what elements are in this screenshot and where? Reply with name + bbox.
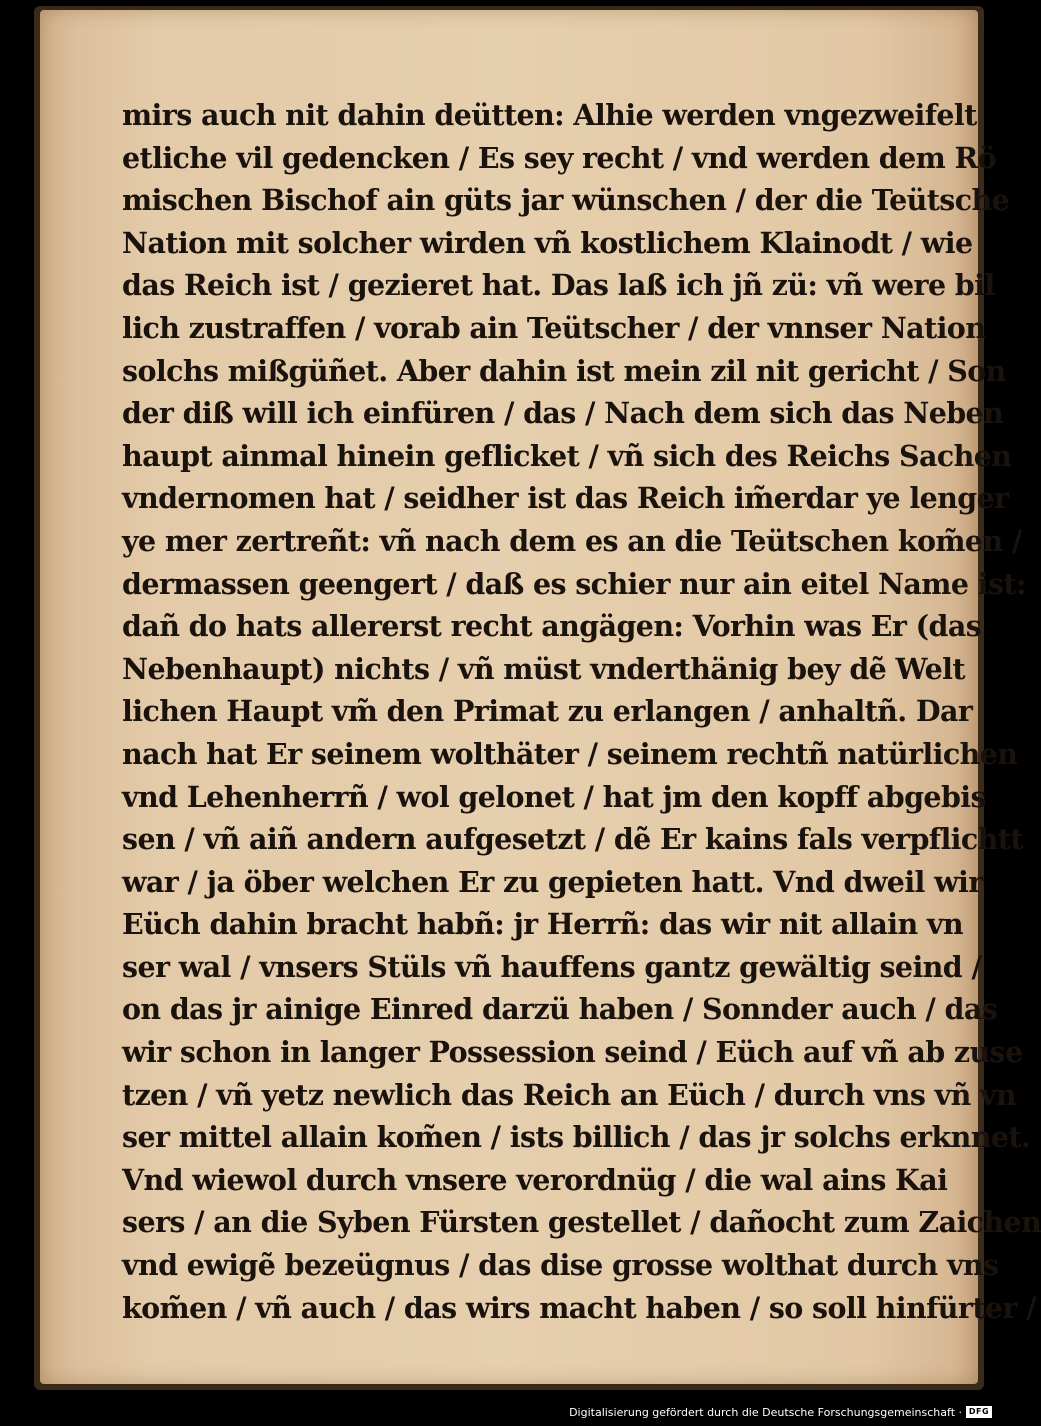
text-line: tzen / vñ yetz newlich das Reich an Eüch / durch vns vñ vn (122, 1077, 1017, 1112)
text-line: kom̃en / vñ auch / das wirs macht haben / so soll hinfürter / (122, 1290, 1036, 1325)
text-line: sen / vñ aiñ andern aufgesetzt / dẽ Er kains fals verpflichtt (122, 822, 1023, 857)
book-page (40, 10, 1041, 1384)
text-line: lichen Haupt vm̃ den Primat zu erlangen / anhaltñ. Dar (122, 694, 973, 729)
page-text (122, 94, 1041, 1329)
text-line: Eüch dahin bracht habñ: jr Herrñ: das wir nit allain vn (122, 907, 964, 942)
footer-credit (569, 1402, 992, 1422)
text-line: on das jr ainige Einred darzü haben / Sonnder auch / das (122, 992, 998, 1027)
text-line: vndernomen hat / seidher ist das Reich im̃erdar ye lenger (122, 481, 1009, 516)
text-line: haupt ainmal hinein geflicket / vñ sich des Reichs Sachen (122, 438, 1012, 473)
text-line: ser mittel allain kom̃en / ists billich / das jr solchs erknnet. (122, 1120, 1031, 1155)
text-line: etliche vil gedencken / Es sey recht / vnd werden dem Rö (122, 140, 997, 175)
text-line: ye mer zertreñt: vñ nach dem es an die Teütschen kom̃en / (122, 523, 1022, 558)
text-line: vnd Lehenherrñ / wol gelonet / hat jm den kopff abgebis (122, 779, 986, 814)
dfg-logo-icon: DFG (966, 1406, 992, 1418)
text-line: der diß will ich einfüren / das / Nach dem sich das Neben (122, 396, 1004, 431)
text-line: wir schon in langer Possession seind / Eüch auf vñ ab zuse (122, 1035, 1023, 1070)
text-line: sers / an die Syben Fürsten gestellet / dañocht zum Zaichen (122, 1205, 1041, 1240)
text-line: Vnd wiewol durch vnsere verordnüg / die wal ains Kai (122, 1162, 948, 1197)
text-line: das Reich ist / gezieret hat. Das laß ich jñ zü: vñ were bil (122, 268, 995, 303)
text-line: Nebenhaupt) nichts / vñ müst vnderthänig bey dẽ Welt (122, 651, 965, 686)
text-line: mirs auch nit dahin deütten: Alhie werden vngezweifelt (122, 98, 977, 132)
text-line: dañ do hats allererst recht angägen: Vorhin was Er (das (122, 609, 982, 644)
footer-credit-text: Digitalisierung gefördert durch die Deutsche Forschungsgemeinschaft · (569, 1405, 962, 1419)
text-line: nach hat Er seinem wolthäter / seinem rechtñ natürlichen (122, 736, 1018, 771)
text-line: Nation mit solcher wirden vñ kostlichem Klainodt / wie (122, 225, 973, 260)
text-line: lich zustraffen / vorab ain Teütscher / der vnnser Nation (122, 310, 986, 345)
text-line: mischen Bischof ain güts jar wünschen / der die Teütsche (122, 183, 1010, 218)
text-line: war / ja öber welchen Er zu gepieten hatt. Vnd dweil wir (122, 864, 983, 899)
text-line: ser wal / vnsers Stüls vñ hauffens gantz gewältig seind / (122, 949, 982, 984)
text-line: vnd ewigẽ bezeügnus / das dise grosse wolthat durch vns (122, 1248, 999, 1283)
text-line: solchs mißgüñet. Aber dahin ist mein zil nit gericht / Son (122, 353, 1006, 388)
text-line: dermassen geengert / daß es schier nur ain eitel Name ist: (122, 566, 1026, 601)
